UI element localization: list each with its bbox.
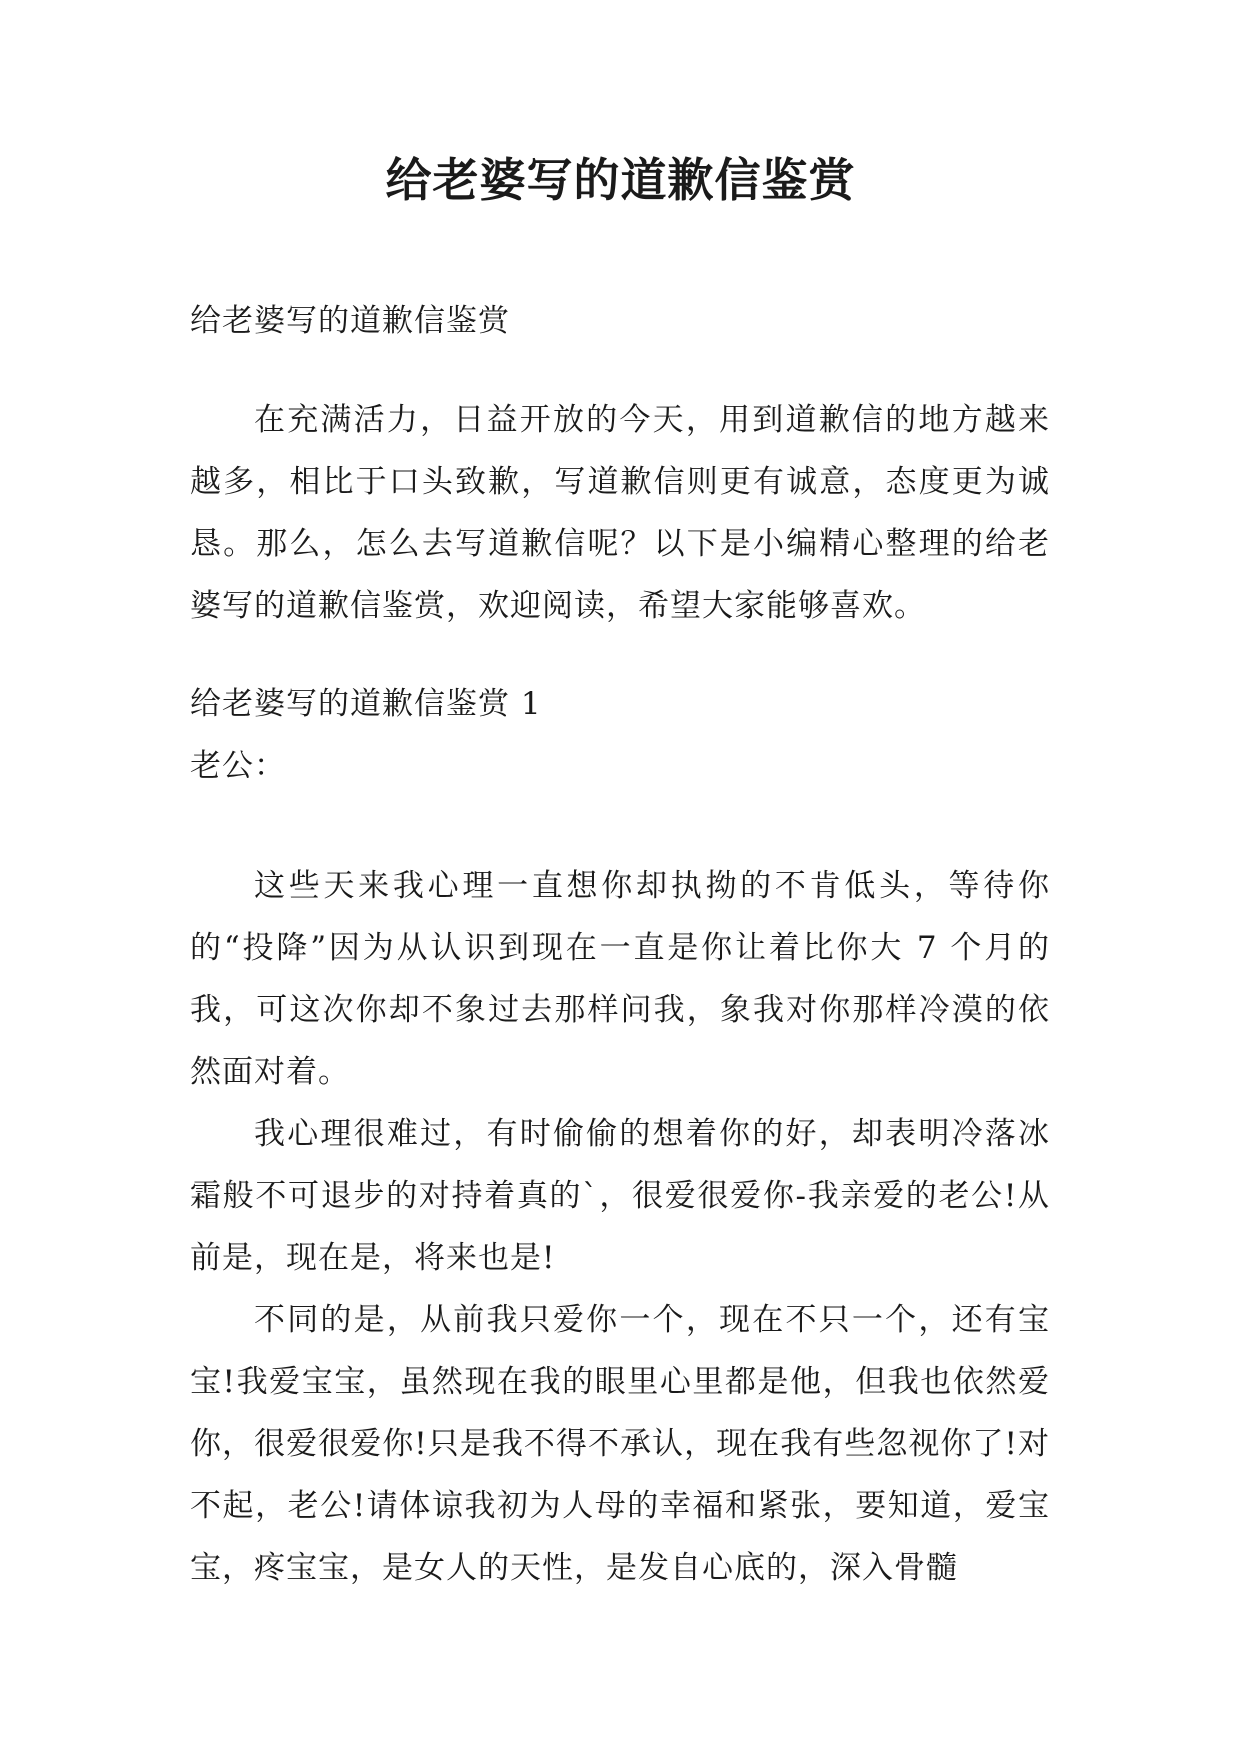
letter-paragraph: 我心理很难过，有时偷偷的想着你的好，却表明冷落冰霜般不可退步的对持着真的`，很爱很爱你-我亲爱的老公!从前是，现在是，将来也是! [190, 1116, 1050, 1276]
letter-salutation: 老公： [190, 748, 286, 784]
document-body [190, 290, 1050, 1599]
letter-paragraph: 这些天来我心理一直想你却执拗的不肯低头，等待你的“投降”因为从认识到现在一直是你让着比你大 7 个月的我，可这次你却不象过去那样问我，象我对你那样冷漠的依然面对着。 [190, 868, 1050, 1090]
document-subtitle: 给老婆写的道歉信鉴赏 [190, 303, 510, 339]
document-title: 给老婆写的道歉信鉴赏 [385, 153, 856, 207]
intro-paragraph: 在充满活力，日益开放的今天，用到道歉信的地方越来越多，相比于口头致歉，写道歉信则更有诚意，态度更为诚恳。那么，怎么去写道歉信呢？以下是小编精心整理的给老婆写的道歉信鉴赏，欢迎阅读，希望大家能够喜欢。 [190, 402, 1050, 624]
section-heading: 给老婆写的道歉信鉴赏 1 [190, 686, 542, 722]
letter-paragraph: 不同的是，从前我只爱你一个，现在不只一个，还有宝宝!我爱宝宝，虽然现在我的眼里心里都是他，但我也依然爱你，很爱很爱你!只是我不得不承认，现在我有些忽视你了!对不起，老公!请体谅我初为人母的幸福和紧张，要知道，爱宝宝，疼宝宝，是女人的天性，是发自心底的，深入骨髓 [190, 1302, 1050, 1586]
